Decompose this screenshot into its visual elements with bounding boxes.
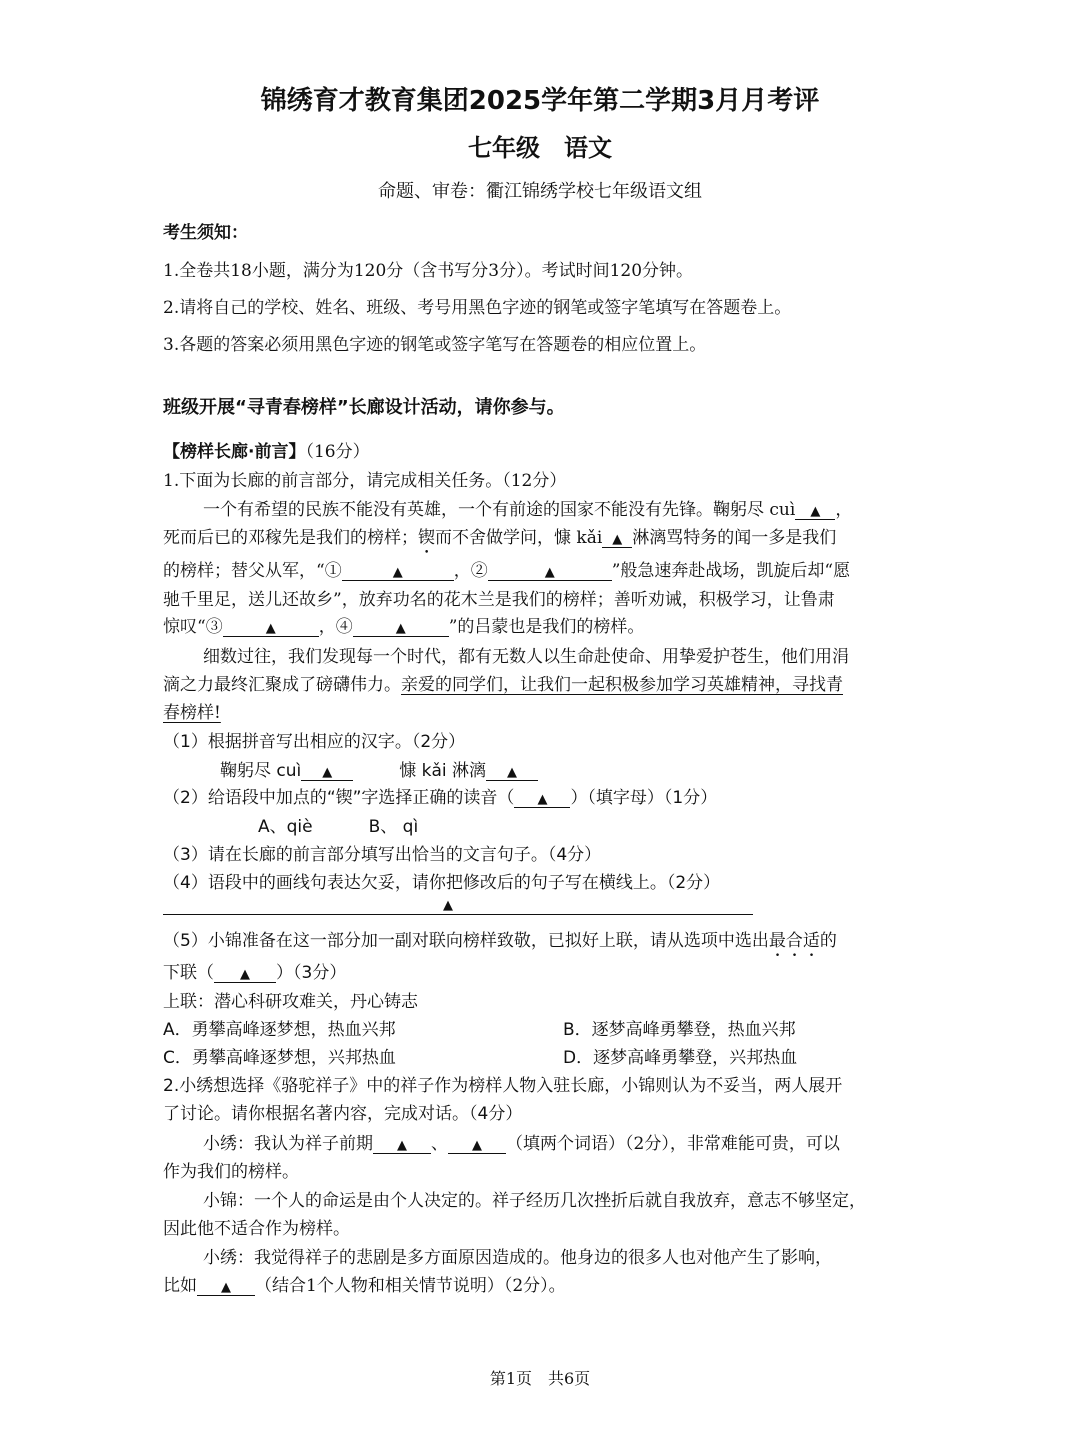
text: （5）小锦准备在这一部分加一副对联向榜样致敬，已拟好上联，请从选项中选出 bbox=[163, 931, 769, 951]
triangle-icon: ▲ bbox=[221, 1280, 231, 1295]
q1-p2-line1: 细数过往，我们发现每一个时代，都有无数人以生命赴使命、用挚爱护苍生，他们用涓 bbox=[203, 647, 849, 667]
notice-item: 1.全卷共18小题，满分为120分（含书写分3分）。考试时间120分钟。 bbox=[163, 261, 694, 281]
q2-dialog-1a bbox=[203, 1129, 840, 1154]
notice-item: 2.请将自己的学校、姓名、班级、考号用黑色字迹的钢笔或签字笔填写在答题卷上。 bbox=[163, 298, 792, 318]
answer-blank bbox=[488, 563, 612, 581]
triangle-icon: ▲ bbox=[472, 1138, 482, 1153]
q2-dialog-1b: 作为我们的榜样。 bbox=[163, 1162, 299, 1182]
activity-intro: 班级开展“寻青春榜样”长廊设计活动，请你参与。 bbox=[163, 397, 565, 418]
text: 死而后已的邓稼先是我们的榜样； bbox=[163, 528, 418, 548]
page-footer: 第1页 共6页 bbox=[489, 1369, 591, 1388]
q2-stem-line2: 了讨论。请你根据名著内容，完成对话。（4分） bbox=[163, 1104, 523, 1124]
triangle-icon: ▲ bbox=[507, 765, 518, 780]
triangle-icon: ▲ bbox=[392, 565, 403, 580]
triangle-icon: ▲ bbox=[397, 1138, 407, 1153]
triangle-icon: ▲ bbox=[443, 898, 453, 913]
q1-p1-line3 bbox=[163, 556, 850, 581]
text: 慷 kǎi 淋漓 bbox=[399, 761, 487, 781]
q2-stem-line1: 2.小绣想选择《骆驼祥子》中的祥子作为榜样人物入驻长廊，小锦则认为不妥当，两人展开 bbox=[163, 1076, 843, 1096]
text: 滴之力最终汇聚成了磅礴伟力。 bbox=[163, 675, 401, 695]
answer-blank bbox=[223, 619, 319, 637]
author-line: 命题、审卷：衢江锦绣学校七年级语文组 bbox=[378, 181, 702, 202]
q1-p2-line3 bbox=[163, 698, 221, 723]
q1-s3: （3）请在长廊的前言部分填写出恰当的文言句子。（4分） bbox=[163, 845, 602, 865]
text: 的榜样；替父从军，“① bbox=[163, 561, 342, 581]
underlined-sentence: 亲爱的同学们，让我们一起积极参加学习英雄精神，寻找青 bbox=[401, 675, 843, 695]
text: （2）给语段中加点的“锲”字选择正确的读音（ bbox=[163, 788, 515, 808]
option-a: A．勇攀高峰逐梦想，热血兴邦 bbox=[163, 1020, 396, 1040]
answer-blank bbox=[301, 763, 353, 781]
text: 而不舍做学问，慷 kǎi bbox=[435, 528, 603, 548]
q1-s4: （4）语段中的画线句表达欠妥，请你把修改后的句子写在横线上。（2分） bbox=[163, 873, 721, 893]
text: 小绣：我认为祥子前期 bbox=[203, 1134, 373, 1154]
q1-s2 bbox=[163, 783, 717, 808]
triangle-icon: ▲ bbox=[544, 565, 555, 580]
q1-s1-answers bbox=[220, 756, 538, 781]
option-d: D．逐梦高峰勇攀登，兴邦热血 bbox=[563, 1048, 798, 1068]
text: ”的吕蒙也是我们的榜样。 bbox=[448, 617, 645, 637]
q2-dialog-3a: 小绣：我觉得祥子的悲剧是多方面原因造成的。他身边的很多人也对他产生了影响， bbox=[203, 1248, 832, 1268]
triangle-icon: ▲ bbox=[810, 504, 821, 519]
answer-blank bbox=[353, 619, 449, 637]
answer-blank bbox=[486, 763, 538, 781]
notice-heading: 考生须知： bbox=[163, 223, 248, 243]
q1-stem: 1.下面为长廊的前言部分，请完成相关任务。（12分） bbox=[163, 471, 567, 491]
q1-s1-stem: （1）根据拼音写出相应的汉字。（2分） bbox=[163, 732, 466, 752]
section-heading bbox=[163, 437, 370, 462]
answer-blank bbox=[373, 1136, 431, 1154]
q2-dialog-2a: 小锦：一个人的命运是由个人决定的。祥子经历几次挫折后就自我放弃，意志不够坚定， bbox=[203, 1191, 866, 1211]
q2-dialog-2b: 因此他不适合作为榜样。 bbox=[163, 1219, 350, 1239]
q1-p2-line2 bbox=[163, 670, 843, 695]
option-b: B．逐梦高峰勇攀登，热血兴邦 bbox=[563, 1020, 796, 1040]
triangle-icon: ▲ bbox=[537, 792, 548, 807]
text: ， bbox=[835, 500, 853, 520]
q1-p1-line5 bbox=[163, 612, 644, 637]
triangle-icon: ▲ bbox=[612, 532, 623, 547]
text: 下联（ bbox=[163, 963, 214, 983]
answer-blank bbox=[514, 790, 570, 808]
triangle-icon: ▲ bbox=[322, 765, 333, 780]
text: ，② bbox=[453, 561, 488, 581]
text: （填两个词语）（2分），非常难能可贵，可以 bbox=[506, 1134, 840, 1154]
text: 惊叹“③ bbox=[163, 617, 223, 637]
text: 、 bbox=[431, 1134, 448, 1154]
answer-blank bbox=[342, 563, 454, 581]
dotted-text: 最合适 bbox=[768, 931, 820, 951]
answer-blank bbox=[197, 1278, 255, 1296]
q1-s5-line1 bbox=[163, 926, 837, 961]
answer-blank bbox=[214, 965, 276, 983]
upper-couplet: 上联：潜心科研攻难关，丹心铸志 bbox=[163, 992, 418, 1012]
q1-p1-line2 bbox=[163, 523, 836, 558]
text: ）（3分） bbox=[276, 963, 347, 983]
section-title: 【榜样长廊·前言】 bbox=[163, 442, 306, 462]
text: 淋漓骂特务的闻一多是我们 bbox=[632, 528, 837, 548]
exam-title: 锦绣育才教育集团2025学年第二学期3月月考评 bbox=[260, 86, 820, 116]
notice-item: 3.各题的答案必须用黑色字迹的钢笔或签字笔写在答题卷的相应位置上。 bbox=[163, 335, 707, 355]
dotted-char: 锲 bbox=[418, 528, 435, 548]
underlined-sentence: 春榜样! bbox=[163, 703, 221, 723]
section-score: （16分） bbox=[305, 442, 370, 462]
text: （结合1个人物和相关情节说明）（2分）。 bbox=[255, 1276, 566, 1296]
q1-p1-line1 bbox=[203, 495, 852, 520]
text: ，④ bbox=[318, 617, 353, 637]
q1-s5-line2 bbox=[163, 958, 346, 983]
q1-s2-options bbox=[258, 812, 418, 837]
option-c: C．勇攀高峰逐梦想，兴邦热血 bbox=[163, 1048, 396, 1068]
option-a: A、qiè bbox=[258, 817, 313, 837]
exam-subtitle: 七年级 语文 bbox=[468, 134, 612, 162]
q1-p1-line4: 驰千里足，送儿还故乡”，放弃功名的花木兰是我们的榜样；善听劝诫，积极学习，让鲁肃 bbox=[163, 590, 835, 610]
answer-blank bbox=[795, 502, 835, 520]
text: 一个有希望的民族不能没有英雄，一个有前途的国家不能没有先锋。鞠躬尽 cuì bbox=[203, 500, 796, 520]
triangle-icon: ▲ bbox=[240, 967, 250, 982]
answer-line bbox=[163, 914, 753, 915]
answer-blank bbox=[602, 530, 632, 548]
text: 鞠躬尽 cuì bbox=[220, 761, 302, 781]
answer-blank bbox=[448, 1136, 506, 1154]
triangle-icon: ▲ bbox=[265, 621, 276, 636]
text: 比如 bbox=[163, 1276, 197, 1296]
text: ”般急速奔赴战场，凯旋后却“愿 bbox=[611, 561, 851, 581]
text: 的 bbox=[819, 931, 837, 951]
triangle-icon: ▲ bbox=[395, 621, 406, 636]
q2-dialog-3b bbox=[163, 1271, 566, 1296]
option-b: B、 qì bbox=[368, 817, 419, 837]
text: ）（填字母）（1分） bbox=[570, 788, 718, 808]
